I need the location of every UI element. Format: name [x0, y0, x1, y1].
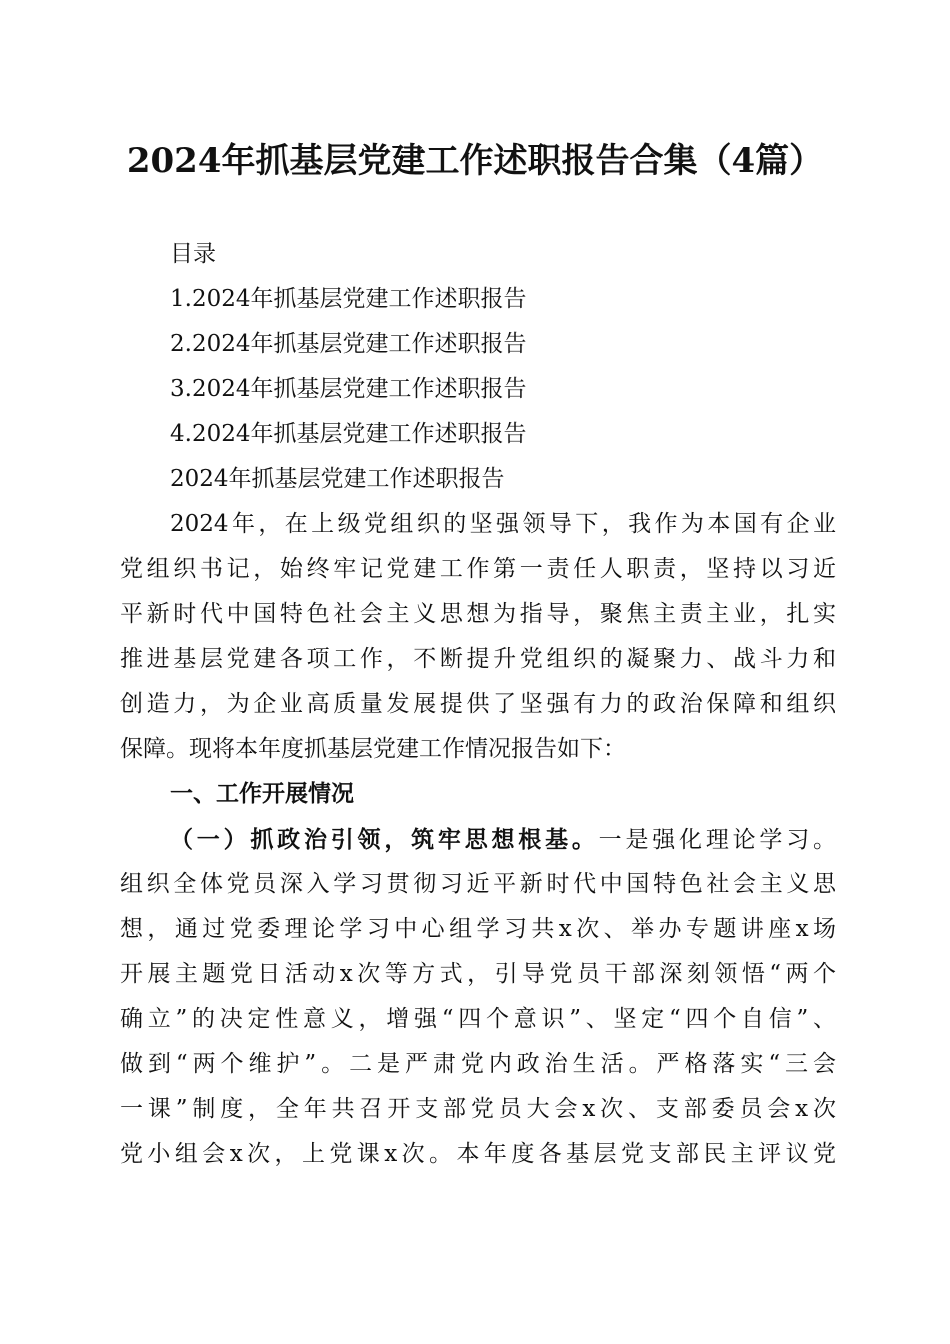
body-line: 一课”制度，全年共召开支部党员大会x次、支部委员会x次	[120, 1096, 836, 1122]
intro-line: 平新时代中国特色社会主义思想为指导，聚焦主责主业，扎实	[120, 601, 836, 627]
body-line: 做到“两个维护”。二是严肃党内政治生活。严格落实“三会	[120, 1051, 836, 1077]
toc-item: 1.2024年抓基层党建工作述职报告	[170, 286, 527, 312]
toc-item: 3.2024年抓基层党建工作述职报告	[170, 376, 527, 402]
toc-item: 4.2024年抓基层党建工作述职报告	[170, 421, 527, 447]
body-line: 组织全体党员深入学习贯彻习近平新时代中国特色社会主义思	[120, 871, 836, 897]
section-heading: 一、工作开展情况	[170, 781, 354, 807]
body-line: 开展主题党日活动x次等方式，引导党员干部深刻领悟“两个	[120, 961, 836, 987]
intro-line: 保障。现将本年度抓基层党建工作情况报告如下：	[120, 736, 626, 762]
report-body	[120, 502, 836, 1177]
intro-line: 推进基层党建各项工作，不断提升党组织的凝聚力、战斗力和	[120, 646, 836, 672]
body-line: 想，通过党委理论学习中心组学习共x次、举办专题讲座x场	[120, 916, 836, 942]
intro-line: 2024年，在上级党组织的坚强领导下，我作为本国有企业	[170, 511, 836, 537]
intro-line: 党组织书记，始终牢记党建工作第一责任人职责，坚持以习近	[120, 556, 836, 582]
body-line: 确立”的决定性意义，增强“四个意识”、坚定“四个自信”、	[120, 1006, 836, 1032]
toc-item: 2.2024年抓基层党建工作述职报告	[170, 331, 527, 357]
intro-line: 创造力，为企业高质量发展提供了坚强有力的政治保障和组织	[120, 691, 836, 717]
body-line: 党小组会x次，上党课x次。本年度各基层党支部民主评议党	[120, 1141, 836, 1167]
report-title: 2024年抓基层党建工作述职报告	[170, 466, 505, 492]
document-title: 2024年抓基层党建工作述职报告合集（4篇）	[126, 141, 824, 181]
subsection-heading: （一）抓政治引领，筑牢思想根基。	[170, 826, 599, 853]
subsection-text: 一是强化理论学习。	[598, 827, 837, 853]
toc-label: 目录	[170, 241, 216, 267]
table-of-contents	[170, 232, 870, 502]
subsection-first-line	[120, 817, 836, 862]
